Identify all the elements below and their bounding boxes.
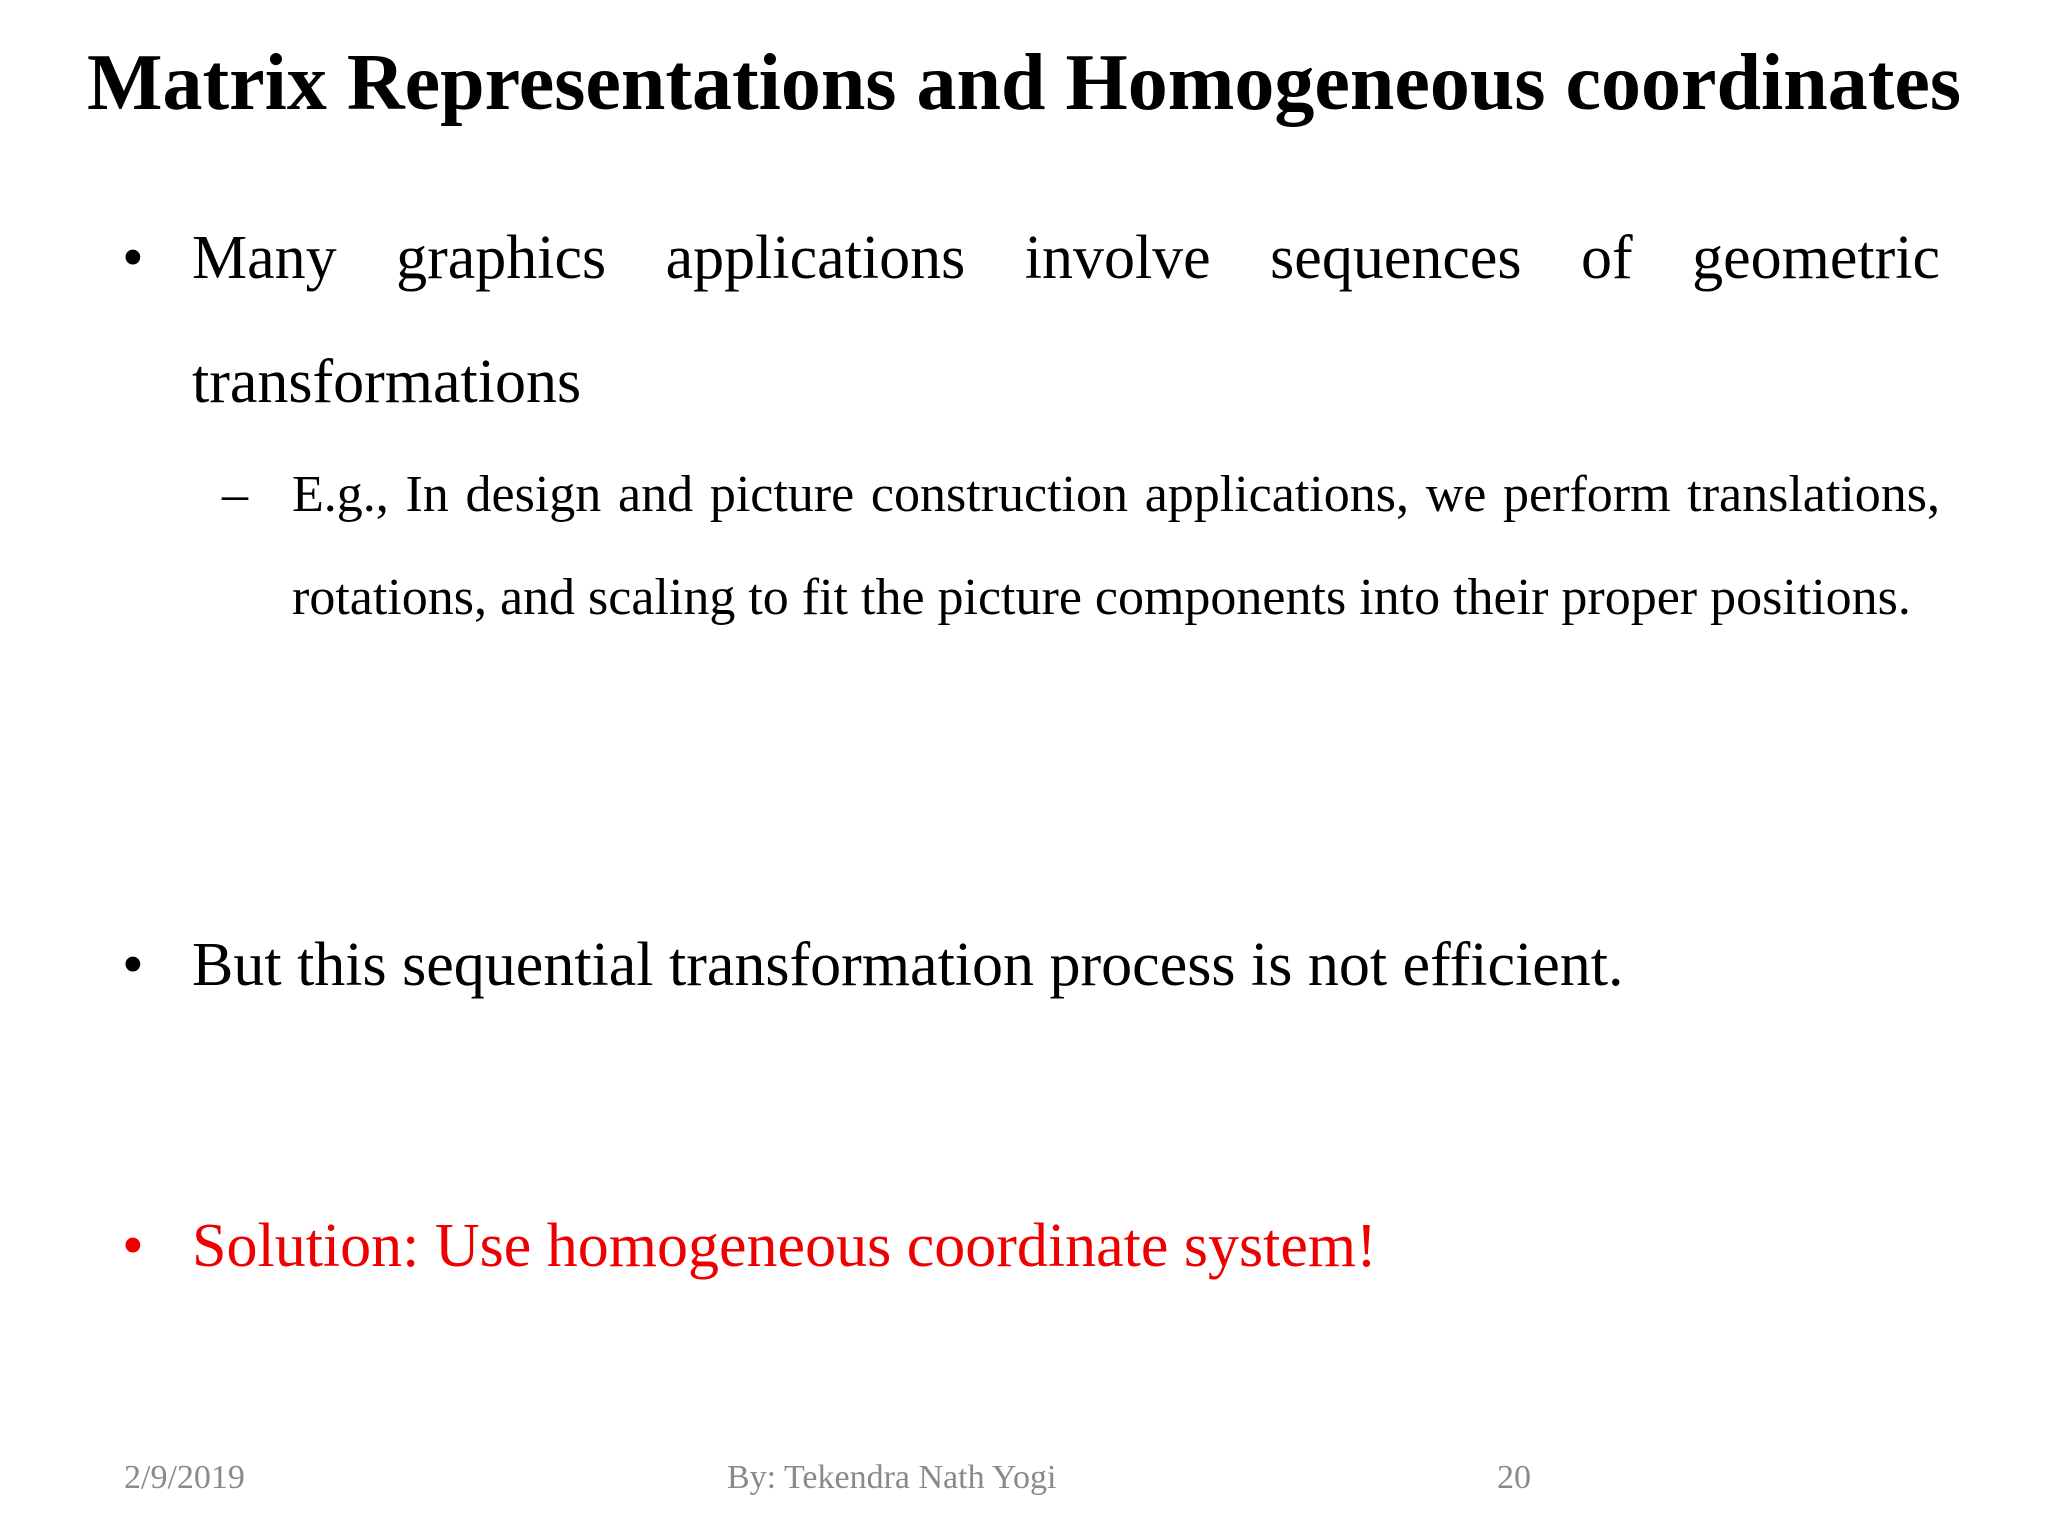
bullet-text: Solution: Use homogeneous coordinate system! (192, 1212, 1377, 1280)
bullet-marker: • (122, 1212, 144, 1280)
bullet-item-not-efficient (122, 919, 1940, 1011)
bullet-item-solution (122, 1200, 1940, 1292)
sub-bullet-item-example (222, 443, 1940, 649)
bullet-text: But this sequential transformation process is not efficient. (192, 931, 1624, 999)
bullet-marker: • (122, 224, 144, 292)
sub-bullet-text: E.g., In design and picture construction applications, we perform translations, rotations, and scaling to fit the picture components into their proper positions. (292, 466, 1940, 626)
footer-date: 2/9/2019 (124, 1459, 245, 1496)
footer-page-number: 20 (1497, 1459, 1531, 1496)
bullet-marker: • (122, 931, 144, 999)
bullet-item-graphics-applications (122, 196, 1940, 444)
footer-author: By: Tekendra Nath Yogi (727, 1459, 1057, 1496)
bullet-text: Many graphics applications involve sequences of geometric transformations (192, 224, 1940, 416)
slide-title: Matrix Representations and Homogeneous coordinates (87, 39, 1961, 127)
sub-bullet-marker: – (222, 466, 248, 523)
